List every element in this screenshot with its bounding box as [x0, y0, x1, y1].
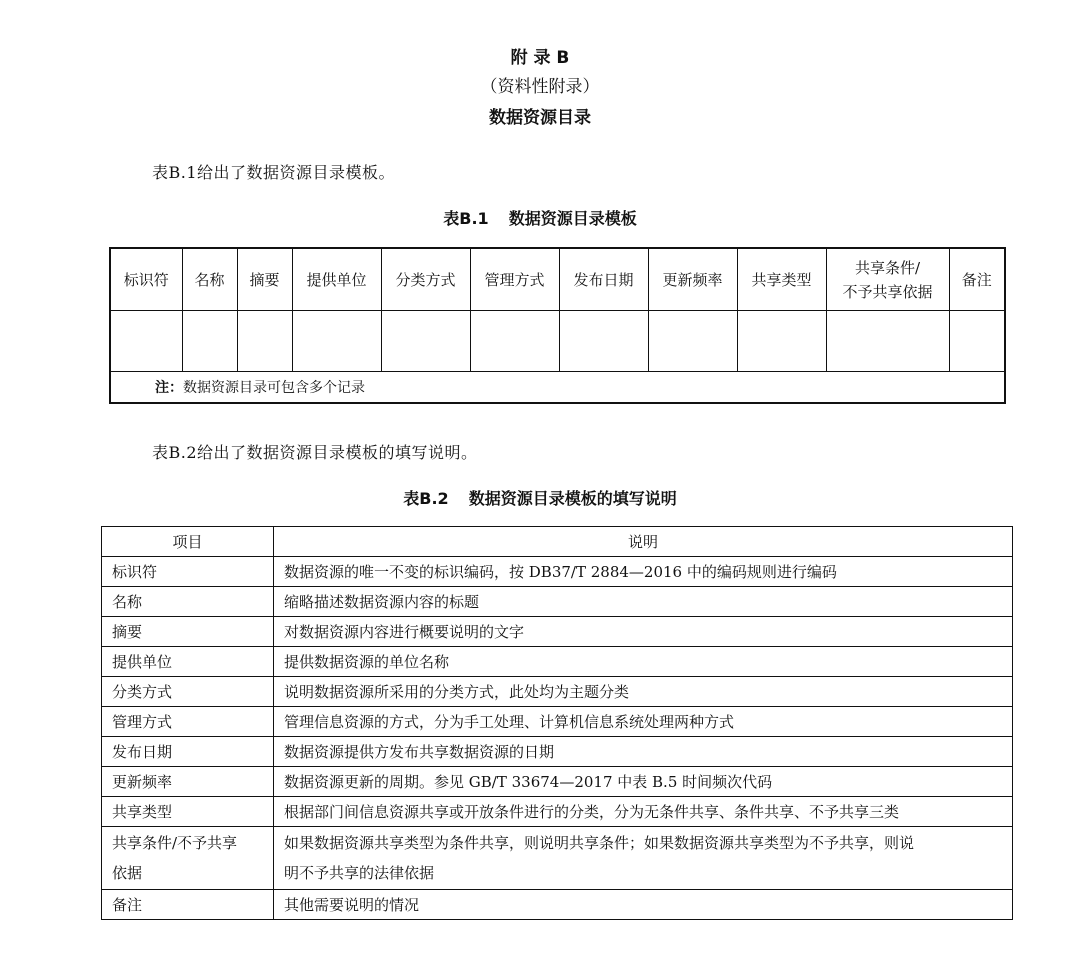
table2-header-desc: 说明	[274, 527, 1013, 557]
table1-header-cell: 更新频率	[648, 248, 737, 311]
table1-empty-cell	[292, 311, 381, 372]
table2-caption	[0, 486, 1080, 509]
intro-paragraph-2: 表B.2给出了数据资源目录模板的填写说明。	[152, 443, 478, 462]
intro-paragraph-1: 表B.1给出了数据资源目录模板。	[152, 163, 396, 182]
table1-note-row	[110, 372, 1005, 404]
table1-empty-cell	[949, 311, 1005, 372]
appendix-subtitle: （资料性附录）	[480, 77, 600, 97]
table2-desc-cell: 说明数据资源所采用的分类方式，此处均为主题分类	[274, 677, 1013, 707]
table1-header-cell: 共享类型	[737, 248, 826, 311]
table2-header-row	[102, 527, 1013, 557]
appendix-heading: 数据资源目录	[489, 108, 591, 128]
table2-desc-cell: 其他需要说明的情况	[274, 890, 1013, 920]
table2-caption-title: 数据资源目录模板的填写说明	[468, 489, 677, 508]
table1-empty-cell	[381, 311, 470, 372]
table2-item-cell: 共享类型	[102, 797, 274, 827]
table-row	[102, 617, 1013, 647]
table2-caption-number: 表B.2	[403, 489, 449, 508]
catalog-template-table	[109, 247, 1006, 404]
table1-header-cell: 提供单位	[292, 248, 381, 311]
table1-header-cell: 摘要	[237, 248, 292, 311]
table2-item-cell: 提供单位	[102, 647, 274, 677]
table2-item-cell: 分类方式	[102, 677, 274, 707]
table2-item-cell: 更新频率	[102, 767, 274, 797]
table1-empty-cell	[110, 311, 182, 372]
table-row	[102, 557, 1013, 587]
table-row	[102, 797, 1013, 827]
table-row	[102, 827, 1013, 890]
table2-body	[102, 557, 1013, 920]
table1-empty-cell	[182, 311, 237, 372]
table2-item-cell: 摘要	[102, 617, 274, 647]
table1-header-row	[110, 248, 1005, 311]
table-row	[102, 767, 1013, 797]
table1-header-cell: 名称	[182, 248, 237, 311]
table2-item-cell: 发布日期	[102, 737, 274, 767]
table1-header-cell: 发布日期	[559, 248, 648, 311]
table1-header-cell: 分类方式	[381, 248, 470, 311]
note-label: 注：	[155, 380, 183, 396]
table2-desc-cell: 对数据资源内容进行概要说明的文字	[274, 617, 1013, 647]
table2-item-cell: 管理方式	[102, 707, 274, 737]
table-row	[102, 677, 1013, 707]
table-row	[102, 737, 1013, 767]
table1-header-cell: 管理方式	[470, 248, 559, 311]
table1-header-cell: 备注	[949, 248, 1005, 311]
table2-item-cell: 名称	[102, 587, 274, 617]
table2-desc-cell: 数据资源提供方发布共享数据资源的日期	[274, 737, 1013, 767]
appendix-title: 附 录 B	[510, 48, 570, 68]
table2-item-cell: 共享条件/不予共享 依据	[102, 827, 274, 890]
table2-item-cell: 标识符	[102, 557, 274, 587]
table-row	[102, 707, 1013, 737]
table2-item-cell: 备注	[102, 890, 274, 920]
note-text: 数据资源目录可包含多个记录	[183, 380, 365, 396]
table1-caption	[0, 206, 1080, 229]
table2-desc-cell: 提供数据资源的单位名称	[274, 647, 1013, 677]
table2-desc-cell: 根据部门间信息资源共享或开放条件进行的分类，分为无条件共享、条件共享、不予共享三类	[274, 797, 1013, 827]
table1-empty-cell	[648, 311, 737, 372]
table-row	[102, 587, 1013, 617]
table2-desc-cell: 数据资源更新的周期。参见 GB/T 33674—2017 中表 B.5 时间频次代码	[274, 767, 1013, 797]
table1-header-cell: 标识符	[110, 248, 182, 311]
table-row	[102, 890, 1013, 920]
table1-header-cell: 共享条件/ 不予共享依据	[826, 248, 949, 311]
table1-empty-cell	[470, 311, 559, 372]
table2-desc-cell: 如果数据资源共享类型为条件共享，则说明共享条件；如果数据资源共享类型为不予共享，则说 明不予共享的法律依据	[274, 827, 1013, 890]
table1-empty-cell	[559, 311, 648, 372]
table2-desc-cell: 数据资源的唯一不变的标识编码，按 DB37/T 2884—2016 中的编码规则进行编码	[274, 557, 1013, 587]
table1-note-cell	[110, 372, 1005, 404]
table1-empty-cell	[237, 311, 292, 372]
table2-header-item: 项目	[102, 527, 274, 557]
table-row	[102, 647, 1013, 677]
table1-empty-cell	[826, 311, 949, 372]
table1-empty-cell	[737, 311, 826, 372]
table2-desc-cell: 缩略描述数据资源内容的标题	[274, 587, 1013, 617]
table1-empty-row	[110, 311, 1005, 372]
table1-caption-number: 表B.1	[443, 209, 489, 228]
table1-caption-title: 数据资源目录模板	[508, 209, 637, 228]
table2-desc-cell: 管理信息资源的方式，分为手工处理、计算机信息系统处理两种方式	[274, 707, 1013, 737]
fill-instructions-table	[101, 526, 1013, 920]
